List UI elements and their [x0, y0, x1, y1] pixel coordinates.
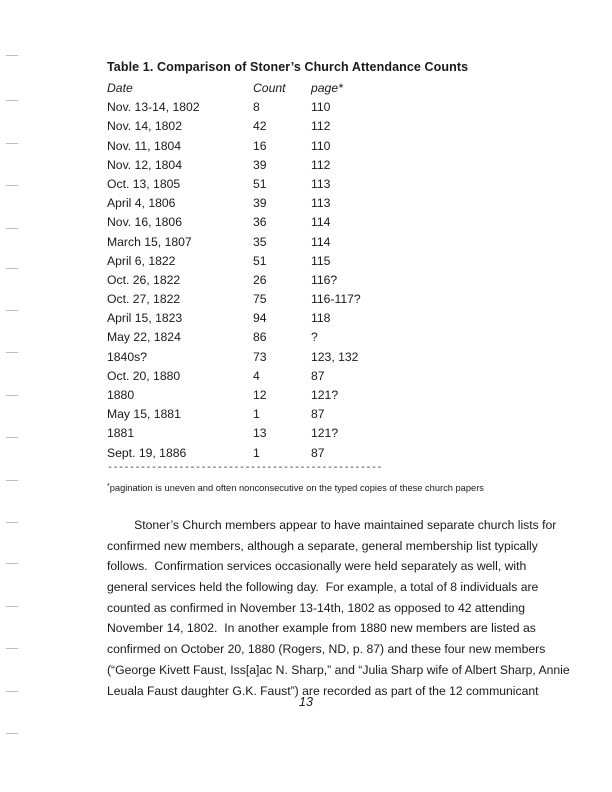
- cell-date: May 15, 1881: [107, 407, 181, 422]
- body-paragraph: [107, 515, 570, 701]
- cell-count: 4: [253, 368, 260, 383]
- cell-page: 113: [311, 196, 331, 211]
- cell-date: April 15, 1823: [107, 311, 183, 326]
- table-rule: --------------------------------------------------: [107, 463, 383, 474]
- cell-page: 115: [311, 253, 331, 268]
- cell-count: 13: [253, 426, 267, 441]
- binding-mark: [6, 733, 18, 734]
- footnote-text: pagination is uneven and often nonconsecutive on the typed copies of these church papers: [109, 483, 484, 493]
- header-page: page*: [311, 81, 343, 95]
- binding-mark: [6, 395, 18, 396]
- cell-count: 75: [253, 292, 267, 307]
- cell-count: 42: [253, 119, 267, 134]
- cell-count: 26: [253, 272, 267, 287]
- cell-date: Nov. 12, 1804: [107, 157, 182, 172]
- paragraph-line: confirmed new members, although a separate, general membership list typically: [107, 538, 538, 553]
- cell-count: 35: [253, 234, 267, 249]
- cell-date: Oct. 13, 1805: [107, 176, 181, 191]
- cell-page: ?: [311, 330, 318, 345]
- cell-count: 8: [253, 100, 260, 115]
- header-count: Count: [253, 81, 286, 95]
- paragraph-line: Stoner’s Church members appear to have maintained separate church lists for: [107, 518, 557, 532]
- table-footnote: [107, 483, 484, 493]
- binding-mark: [6, 310, 18, 311]
- binding-mark: [6, 648, 18, 649]
- cell-page: 123, 132: [311, 349, 359, 364]
- cell-page: 110: [311, 138, 331, 153]
- paragraph-line: Leuala Faust daughter G.K. Faust”) are recorded as part of the 12 communicant: [107, 683, 539, 698]
- table-title: Table 1. Comparison of Stoner’s Church Attendance Counts: [107, 60, 469, 74]
- cell-page: 87: [311, 368, 325, 383]
- cell-date: Nov. 14, 1802: [107, 119, 182, 134]
- cell-page: 121?: [311, 426, 339, 441]
- cell-date: 1880: [107, 388, 135, 402]
- binding-mark: [6, 185, 18, 186]
- paragraph-line: general services held the following day. For example, a total of 8 individuals are: [107, 580, 539, 595]
- page-number: 13: [299, 695, 313, 709]
- cell-count: 94: [253, 311, 267, 326]
- cell-count: 1: [253, 445, 260, 460]
- cell-page: 87: [311, 407, 325, 422]
- binding-mark: [6, 606, 18, 607]
- cell-count: 39: [253, 157, 267, 172]
- binding-mark: [6, 228, 18, 229]
- cell-page: 114: [311, 234, 331, 249]
- cell-date: May 22, 1824: [107, 330, 181, 345]
- binding-mark: [6, 522, 18, 523]
- paragraph-line: November 14, 1802. In another example from 1880 new members are listed as: [107, 621, 536, 636]
- binding-mark: [6, 143, 18, 144]
- cell-page: 87: [311, 445, 325, 460]
- cell-date: Nov. 11, 1804: [107, 138, 182, 153]
- cell-page: 121?: [311, 388, 339, 402]
- binding-mark: [6, 100, 18, 101]
- binding-mark: [6, 268, 18, 269]
- cell-count: 51: [253, 253, 267, 268]
- cell-page: 118: [311, 311, 331, 326]
- footnote-marker: *: [107, 483, 110, 490]
- cell-count: 39: [253, 196, 267, 211]
- binding-mark: [6, 55, 18, 56]
- paragraph-line: (“George Kivett Faust, Iss[a]ac N. Sharp,” and “Julia Sharp wife of Albert Sharp, Annie: [107, 662, 570, 677]
- cell-page: 114: [311, 215, 331, 230]
- cell-count: 16: [253, 138, 267, 153]
- cell-date: Nov. 13-14, 1802: [107, 100, 200, 115]
- cell-page: 112: [311, 119, 331, 134]
- paragraph-line: counted as confirmed in November 13-14th, 1802 as opposed to 42 attending: [107, 600, 526, 615]
- cell-date: Oct. 20, 1880: [107, 368, 181, 383]
- binding-mark: [6, 691, 18, 692]
- cell-page: 110: [311, 100, 331, 115]
- binding-mark: [6, 563, 18, 564]
- cell-page: 116?: [311, 272, 338, 287]
- paragraph-line: confirmed on October 20, 1880 (Rogers, ND, p. 87) and these four new members: [107, 642, 546, 657]
- cell-date: Oct. 27, 1822: [107, 292, 181, 307]
- cell-date: April 4, 1806: [107, 196, 176, 211]
- cell-page: 116-117?: [311, 292, 361, 307]
- cell-date: April 6, 1822: [107, 253, 176, 268]
- cell-date: 1881: [107, 426, 135, 441]
- cell-page: 112: [311, 157, 331, 172]
- cell-count: 1: [253, 407, 260, 422]
- binding-mark: [6, 437, 18, 438]
- cell-count: 51: [253, 176, 267, 191]
- cell-count: 86: [253, 330, 267, 345]
- binding-mark: [6, 352, 18, 353]
- cell-date: Sept. 19, 1886: [107, 445, 187, 460]
- cell-date: March 15, 1807: [107, 234, 192, 249]
- paragraph-line: follows. Confirmation services occasionally were held separately as well, with: [107, 559, 527, 574]
- cell-date: 1840s?: [107, 349, 147, 364]
- cell-count: 36: [253, 215, 267, 230]
- header-date: Date: [107, 81, 133, 95]
- cell-count: 12: [253, 388, 267, 402]
- cell-page: 113: [311, 176, 331, 191]
- cell-date: Oct. 26, 1822: [107, 272, 181, 287]
- binding-mark: [6, 480, 18, 481]
- cell-count: 73: [253, 349, 267, 364]
- cell-date: Nov. 16, 1806: [107, 215, 182, 230]
